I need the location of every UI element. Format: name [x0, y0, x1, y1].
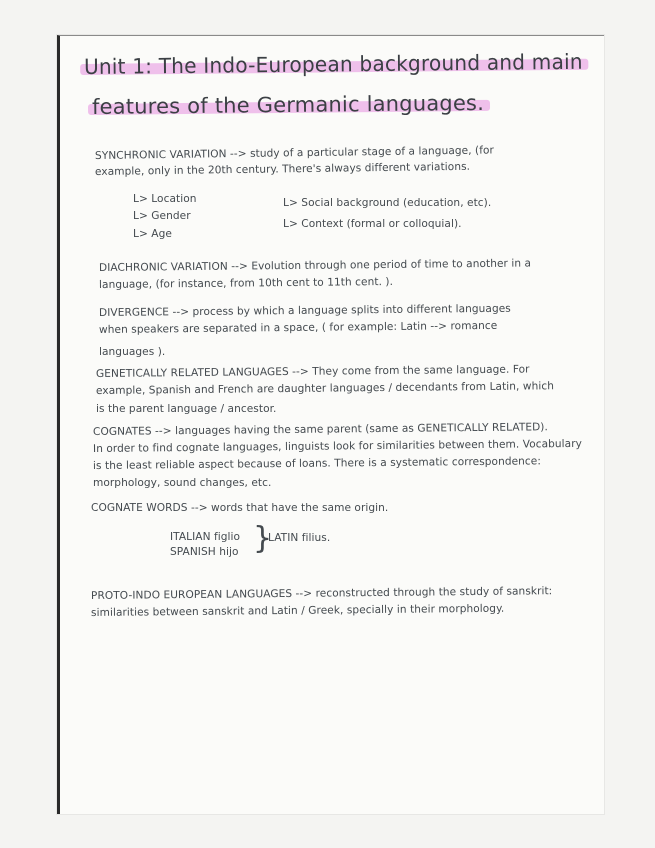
synchronic-line-1: SYNCHRONIC VARIATION --> study of a particular stage of a language, (for	[94, 144, 495, 162]
cognates-line-4: morphology, sound changes, etc.	[93, 477, 272, 489]
cognate-latin: LATIN filius.	[268, 532, 331, 544]
cognates-line-2: In order to find cognate languages, linguists look for similarities between them. Vocabulary	[92, 437, 582, 455]
factor-social-background: L> Social background (education, etc).	[283, 197, 492, 209]
page-title-line-1: Unit 1: The Indo-European background and main	[83, 49, 583, 79]
genetically-line-2: example, Spanish and French are daughter languages / decendants from Latin, which	[95, 380, 555, 397]
cognates-line-3: is the least reliable aspect because of loans. There is a systematic correspondence:	[92, 455, 542, 472]
genetically-line-1: GENETICALLY RELATED LANGUAGES --> They come from the same language. For	[95, 363, 530, 380]
factor-age: L> Age	[133, 228, 172, 240]
factor-context: L> Context (formal or colloquial).	[283, 218, 462, 230]
cognate-words-line-1: COGNATE WORDS --> words that have the same origin.	[91, 502, 389, 514]
synchronic-line-2: example, only in the 20th century. There's always different variations.	[94, 160, 471, 178]
brace-icon: }	[253, 521, 273, 556]
factor-location: L> Location	[133, 193, 197, 205]
cognates-line-1: COGNATES --> languages having the same parent (same as GENETICALLY RELATED).	[92, 421, 548, 438]
divergence-line-1: DIVERGENCE --> process by which a language splits into different languages	[98, 302, 511, 319]
diachronic-line-1: DIACHRONIC VARIATION --> Evolution through one period of time to another in a	[98, 257, 532, 274]
cognate-italian: ITALIAN figlio	[170, 531, 241, 543]
proto-line-1: PROTO-INDO EUROPEAN LANGUAGES --> reconstructed through the study of sanskrit:	[90, 585, 553, 602]
factor-gender: L> Gender	[133, 210, 191, 222]
divergence-line-2: when speakers are separated in a space, ( for example: Latin --> romance	[98, 319, 498, 336]
proto-line-2: similarities between sanskrit and Latin / Greek, specially in their morphology.	[90, 602, 505, 619]
page-title-line-2: features of the Germanic languages.	[91, 90, 485, 119]
diachronic-line-2: language, (for instance, from 10th cent to 11th cent. ).	[98, 275, 394, 291]
cognate-spanish: SPANISH hijo	[170, 546, 239, 558]
divergence-line-3: languages ).	[99, 346, 166, 358]
genetically-line-3: is the parent language / ancestor.	[96, 403, 277, 415]
